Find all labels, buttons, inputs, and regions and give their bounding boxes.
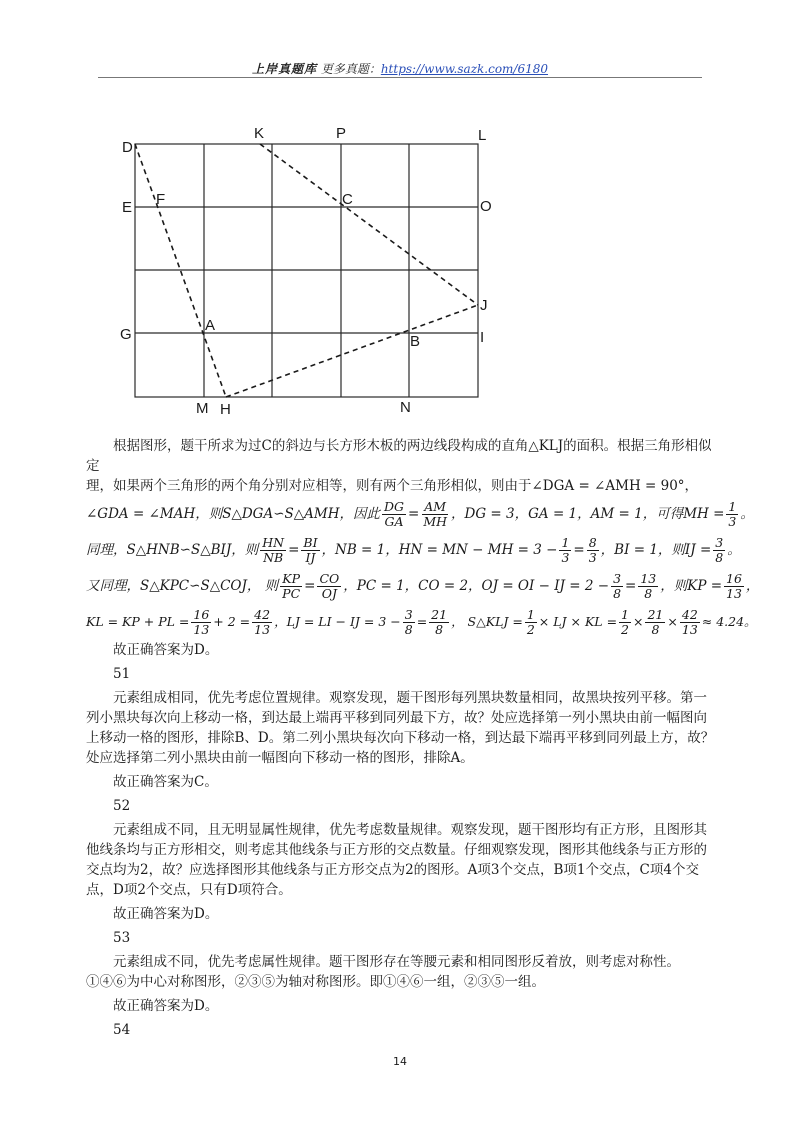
paragraph-line: 理，如果两个三角形的两个角分别对应相等，则有两个三角形相似，则由于∠DGA = ∠AMH = 90°，	[86, 478, 699, 494]
fraction: $\frac{3}{8}$	[715, 534, 724, 565]
label-I: I	[480, 329, 485, 346]
fraction: $\frac{BI}{IJ}$	[303, 534, 318, 565]
fraction: $\frac{1}{2}$	[621, 606, 629, 637]
paragraph-line: 根据图形，题干所求为过C的斜边与长方形木板的两边线段构成的直角△KLJ的面积。根据三角形相似定	[86, 438, 712, 474]
fraction: $\frac{16}{13}$	[193, 606, 210, 637]
label-J: J	[480, 297, 488, 314]
question-number: 53	[113, 930, 131, 946]
math-line-2	[86, 532, 741, 568]
label-L: L	[478, 127, 487, 144]
fraction: $\frac{1}{3}$	[728, 498, 737, 529]
math-text: × LJ × KL =	[538, 614, 618, 629]
fraction: $\frac{CO}{OJ}$	[319, 570, 340, 601]
label-M: M	[196, 400, 209, 417]
page-number: 14	[393, 1055, 407, 1068]
site-name: 上岸真题库	[251, 62, 317, 76]
label-A: A	[205, 317, 216, 334]
math-line-4	[86, 604, 757, 640]
label-P: P	[336, 125, 347, 142]
label-D: D	[122, 139, 133, 156]
fraction: $\frac{16}{13}$	[726, 570, 742, 601]
fraction: $\frac{1}{2}$	[526, 606, 535, 637]
paragraph: 元素组成不同，且无明显属性规律，优先考虑数量规律。观察发现，题干图形均有正方形，且图形其他线条均与正方形相交，则考虑其他线条与正方形的交点数量。仔细观察发现，图形其他线条与正方形的交点均为2，故？应选择图形其他线条与正方形交点为2的图形。A项3个交点，B项1个交点，C项4个交点，D项2个交点，只有D项符合。	[86, 822, 707, 898]
math-text: 。	[740, 506, 754, 522]
fraction: $\frac{1}{3}$	[561, 534, 570, 565]
math-text: ，	[745, 578, 760, 594]
math-text: =	[288, 542, 300, 558]
math-text: =	[408, 506, 420, 522]
solution-text	[86, 436, 760, 1040]
fraction: $\frac{HN}{NB}$	[262, 534, 285, 565]
fraction: $\frac{21}{8}$	[431, 606, 448, 637]
fraction: $\frac{AM}{MH}$	[423, 498, 448, 529]
fraction: $\frac{KP}{PC}$	[282, 570, 301, 601]
label-K: K	[254, 125, 265, 142]
math-text: ∠GDA = ∠MAH，则S△DGA∽S△AMH，因此	[86, 506, 380, 522]
math-text: ×	[633, 614, 644, 629]
math-text: ，则KP =	[660, 578, 723, 594]
math-text: 又同理，S△KPC∽S△COJ， 则	[86, 578, 279, 594]
header-link[interactable]: https://www.sazk.com/6180	[380, 62, 549, 76]
segment-KJ	[260, 144, 478, 305]
fraction: $\frac{DG}{GA}$	[384, 498, 405, 529]
geometry-figure	[100, 118, 500, 418]
label-O: O	[480, 198, 492, 215]
fraction: $\frac{13}{8}$	[640, 570, 657, 601]
math-line-1	[86, 496, 754, 532]
math-text: 。	[727, 542, 741, 558]
math-text: =	[573, 542, 585, 558]
fraction: $\frac{8}{3}$	[588, 534, 597, 565]
math-text: ，PC = 1，CO = 2，OJ = OI − IJ = 2 −	[343, 578, 610, 594]
question-number: 51	[113, 666, 131, 682]
label-C: C	[342, 191, 353, 208]
answer-line: 故正确答案为D。	[113, 906, 219, 922]
answer-line: 故正确答案为C。	[113, 774, 218, 790]
fraction: $\frac{3}{8}$	[404, 606, 413, 637]
math-text: =	[304, 578, 316, 594]
math-text: ，LJ = LI − IJ = 3 −	[274, 614, 401, 629]
math-text: ， S△KLJ =	[451, 614, 523, 629]
question-number: 54	[113, 1022, 131, 1038]
math-text: KL = KP + PL =	[86, 614, 190, 629]
label-E: E	[122, 199, 133, 216]
math-text: 同理，S△HNB∽S△BIJ，则	[86, 542, 259, 558]
math-text: ，NB = 1，HN = MN − MH = 3 −	[321, 542, 558, 558]
math-text: =	[625, 578, 637, 594]
label-H: H	[220, 401, 231, 418]
point-labels	[120, 125, 492, 418]
math-text: ，DG = 3，GA = 1，AM = 1，可得MH =	[451, 506, 725, 522]
question-number: 52	[113, 798, 131, 814]
fraction: $\frac{42}{13}$	[254, 606, 271, 637]
label-F: F	[156, 191, 166, 208]
answer-line: 故正确答案为D。	[113, 998, 219, 1014]
label-N: N	[400, 399, 411, 416]
fraction: $\frac{42}{13}$	[681, 606, 698, 637]
answer-line: 故正确答案为D。	[113, 642, 219, 658]
math-text: + 2 =	[213, 614, 251, 629]
math-text: ≈ 4.24。	[701, 614, 757, 629]
label-B: B	[410, 333, 421, 350]
segment-HJ	[226, 305, 478, 397]
header-divider	[98, 77, 702, 78]
paragraph: 元素组成相同，优先考虑位置规律。观察发现，题干图形每列黑块数量相同，故黑块按列平移。第一列小黑块每次向上移动一格，到达最上端再平移到同列最下方，故？处应选择第一列小黑块由前一幅图向上移动一格的图形，排除B、D。第二列小黑块每次向下移动一格，到达最下端再平移到同列最上方，故？处应选择第二列小黑块由前一幅图向下移动一格的图形，排除A。	[86, 690, 715, 766]
math-text: =	[416, 614, 428, 629]
grid	[135, 144, 478, 397]
fraction: $\frac{21}{8}$	[647, 606, 664, 637]
math-line-3	[86, 568, 760, 604]
paragraph: 元素组成不同，优先考虑属性规律。题干图形存在等腰元素和相同图形反着放，则考虑对称性。①④⑥为中心对称图形，②③⑤为轴对称图形。即①④⑥一组，②③⑤一组。	[86, 954, 680, 990]
fraction: $\frac{3}{8}$	[613, 570, 622, 601]
header-more-label: 更多真题：	[317, 62, 381, 76]
label-G: G	[120, 326, 132, 343]
math-text: ，BI = 1，则IJ =	[600, 542, 712, 558]
math-text: ×	[667, 614, 678, 629]
page-header	[0, 60, 800, 77]
